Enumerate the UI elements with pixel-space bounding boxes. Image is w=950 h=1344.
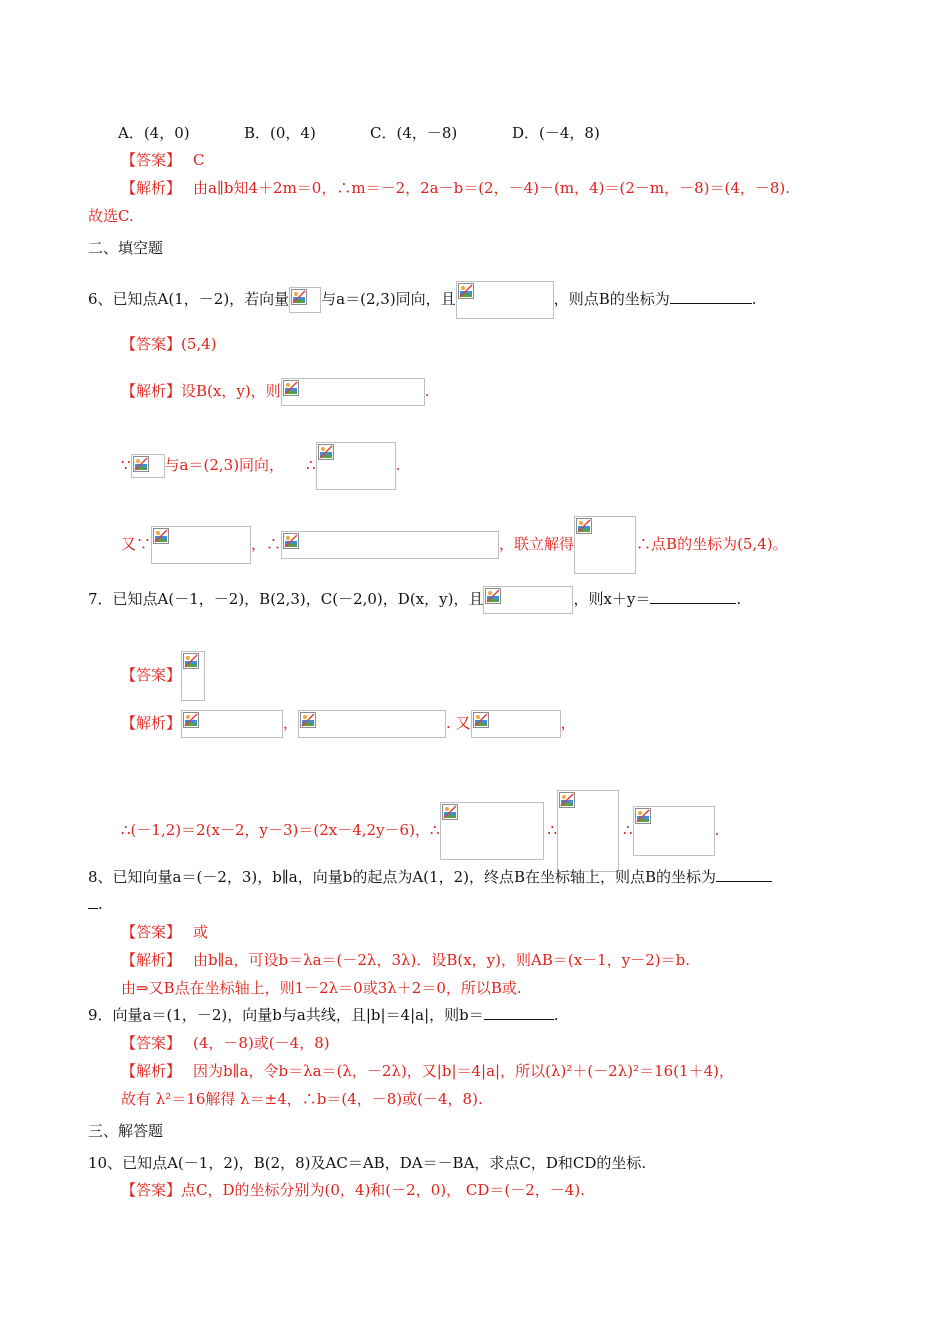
option-d: D．(－4，8) xyxy=(512,124,600,142)
answer-text: (4，－8)或(－4，8) xyxy=(193,1034,330,1052)
analysis-text: ，∴ xyxy=(251,535,282,553)
q6-analysis-1 xyxy=(121,378,429,406)
q8-question xyxy=(88,867,772,887)
q6-text-2: 与a＝(2,3)同向，且 xyxy=(321,290,456,308)
q7-text-1: 7．已知点A(－1，－2)，B(2,3)，C(－2,0)，D(x，y)，且 xyxy=(88,590,484,608)
analysis-text: 设B(x，y)，则 xyxy=(181,382,281,400)
q5-options xyxy=(118,123,600,143)
answer-tag: 【答案】 xyxy=(121,666,182,684)
broken-image-icon xyxy=(183,712,199,728)
q8-text-end: . xyxy=(98,895,103,913)
answer-tag: 【答案】 xyxy=(121,335,182,353)
analysis-text: ， xyxy=(283,714,299,732)
formula-image xyxy=(181,710,283,738)
q6-text-3: ，则点B的坐标为 xyxy=(553,290,670,308)
analysis-text: ∴(－1,2)＝2(x－2，y－3)＝(2x－4,2y－6)，∴ xyxy=(121,821,440,839)
formula-image xyxy=(633,806,715,856)
q7-analysis-2 xyxy=(121,790,719,872)
analysis-tag: 【解析】 xyxy=(121,179,182,197)
analysis-text: ∴ xyxy=(547,821,558,839)
analysis-text: . xyxy=(395,456,401,474)
q8-answer xyxy=(121,922,208,942)
broken-image-icon xyxy=(133,456,149,472)
q6-analysis-3 xyxy=(121,516,788,574)
q10-question: 10、已知点A(－1，2)，B(2，8)及AC＝AB，DA＝－BA，求点C，D和CD的坐标. xyxy=(88,1154,647,1172)
answer-blank xyxy=(88,894,98,909)
formula-image xyxy=(298,710,446,738)
q8-question-cont xyxy=(88,894,103,914)
formula-image xyxy=(316,442,396,490)
broken-image-icon xyxy=(458,283,474,299)
analysis-text: . xyxy=(714,821,720,839)
answer-tag: 【答案】 xyxy=(121,151,182,169)
broken-image-icon xyxy=(183,653,199,669)
answer-tag: 【答案】 xyxy=(121,1034,182,1052)
formula-image xyxy=(131,454,165,478)
formula-image xyxy=(181,651,205,701)
q8-analysis-1 xyxy=(121,950,690,970)
analysis-tag: 【解析】 xyxy=(121,951,182,969)
broken-image-icon xyxy=(485,588,501,604)
answer-tag: 【答案】 xyxy=(121,923,182,941)
broken-image-icon xyxy=(283,533,299,549)
q7-answer xyxy=(121,651,205,701)
q7-analysis-1 xyxy=(121,710,576,738)
formula-image xyxy=(440,802,544,860)
formula-image xyxy=(281,378,425,406)
q5-analysis-cont: 故选C. xyxy=(88,207,134,225)
answer-text: 或 xyxy=(193,923,209,941)
answer-blank xyxy=(670,289,752,304)
broken-image-icon xyxy=(318,444,334,460)
q9-question xyxy=(88,1005,559,1025)
q6-answer xyxy=(121,334,217,354)
broken-image-icon xyxy=(300,712,316,728)
formula-image xyxy=(281,531,499,559)
q7-text-2: ，则x＋y＝ xyxy=(573,590,651,608)
answer-blank xyxy=(650,589,736,604)
answer-blank xyxy=(716,867,772,882)
broken-image-icon xyxy=(473,712,489,728)
broken-image-icon xyxy=(153,528,169,544)
analysis-text: ∵ xyxy=(121,456,131,474)
q8-analysis-2: 由⇒又B点在坐标轴上，则1－2λ＝0或3λ＋2＝0，所以B或. xyxy=(121,979,522,997)
section-title-fill-in: 二、填空题 xyxy=(88,239,164,257)
q9-text: 9．向量a＝(1，－2)，向量b与a共线，且|b|＝4|a|，则b＝ xyxy=(88,1006,484,1024)
answer-text: C xyxy=(193,151,205,169)
broken-image-icon xyxy=(635,808,651,824)
q5-analysis xyxy=(121,178,790,198)
formula-image xyxy=(557,790,619,872)
q9-text-end: . xyxy=(553,1006,559,1024)
answer-text: 点C，D的坐标分别为(0，4)和(－2，0)， CD＝(－2，－4). xyxy=(181,1181,585,1199)
answer-text: (5,4) xyxy=(181,335,217,353)
broken-image-icon xyxy=(283,380,299,396)
analysis-tag: 【解析】 xyxy=(121,1062,182,1080)
broken-image-icon xyxy=(576,518,592,534)
formula-image xyxy=(289,287,321,313)
q10-answer xyxy=(121,1180,585,1200)
option-c: C．(4，－8) xyxy=(370,124,458,142)
broken-image-icon xyxy=(291,289,307,305)
analysis-text: ， xyxy=(560,714,576,732)
q9-analysis-2: 故有 λ²＝16解得 λ＝±4，∴b＝(4，－8)或(－4，8). xyxy=(121,1090,483,1108)
q7-text-3: . xyxy=(736,590,742,608)
section-title-solve: 三、解答题 xyxy=(88,1122,164,1140)
q6-question xyxy=(88,281,757,319)
q9-analysis-1 xyxy=(121,1061,734,1081)
q6-text-4: . xyxy=(751,290,757,308)
analysis-text: 由b∥a，可设b＝λa＝(－2λ，3λ)．设B(x，y)，则AB＝(x－1，y－2)＝b. xyxy=(193,951,690,969)
q5-answer xyxy=(121,150,205,170)
analysis-text: 因为b∥a，令b＝λa＝(λ，－2λ)，又|b|＝4|a|，所以(λ)²＋(－2λ)²＝16(1＋4)， xyxy=(193,1062,734,1080)
formula-image xyxy=(471,710,561,738)
broken-image-icon xyxy=(442,804,458,820)
formula-image xyxy=(574,516,636,574)
formula-image xyxy=(456,281,554,319)
analysis-text: 又∵ xyxy=(121,535,152,553)
formula-image xyxy=(483,586,573,614)
broken-image-icon xyxy=(559,792,575,808)
q6-analysis-2 xyxy=(121,442,400,490)
analysis-text: 由a∥b知4＋2m＝0，∴m＝－2，2a－b＝(2，－4)－(m，4)＝(2－m，－8)＝(4，－8). xyxy=(193,179,791,197)
q6-text-1: 6、已知点A(1，－2)，若向量 xyxy=(88,290,290,308)
answer-tag: 【答案】 xyxy=(121,1181,182,1199)
analysis-text: ∴ xyxy=(306,456,316,474)
analysis-text: ∴ xyxy=(623,821,633,839)
analysis-text: ，联立解得 xyxy=(499,535,575,553)
analysis-text: . xyxy=(424,382,430,400)
analysis-tag: 【解析】 xyxy=(121,382,182,400)
q7-question xyxy=(88,586,741,614)
analysis-text: 与a＝(2,3)同向， xyxy=(164,456,285,474)
answer-blank xyxy=(484,1005,554,1020)
formula-image xyxy=(151,526,251,564)
analysis-tag: 【解析】 xyxy=(121,714,182,732)
option-a: A．(4，0) xyxy=(118,124,190,142)
q8-text: 8、已知向量a＝(－2，3)，b∥a，向量b的起点为A(1，2)，终点B在坐标轴上，则点B的坐标为 xyxy=(88,868,717,886)
option-b: B．(0，4) xyxy=(244,124,316,142)
q9-answer xyxy=(121,1033,330,1053)
analysis-text: ∴点B的坐标为(5,4)。 xyxy=(636,535,788,553)
analysis-text: . 又 xyxy=(446,714,471,732)
